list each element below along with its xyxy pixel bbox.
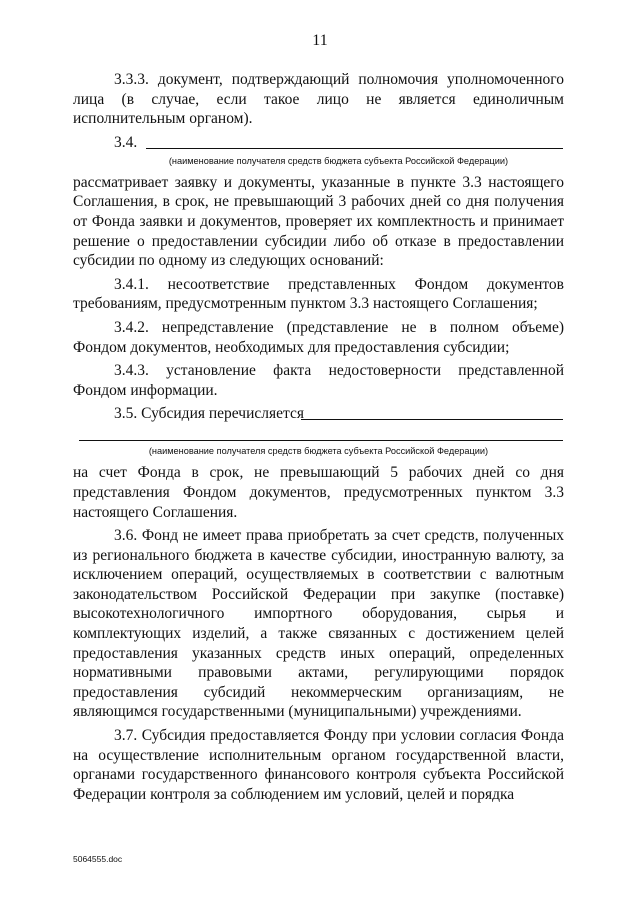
recipient-blank-rule-2b: [79, 440, 563, 441]
recipient-note-1: (наименование получателя средств бюджета субъекта Российской Федерации): [168, 155, 509, 166]
recipient-blank-rule-2a: [301, 419, 563, 420]
paragraph-3-3-3: 3.3.3. документ, подтверждающий полномочия уполномоченного лица (в случае, если такое лицо не является единоличным исполнительным органом).: [73, 71, 564, 128]
paragraph-3-5-blank-line: [73, 404, 564, 425]
paragraph-3-4-continuation: рассматривает заявку и документы, указанные в пункте 3.3 настоящего Соглашения, в срок, не превышающий 3 рабочих дней со дня получения от Фонда заявки и документов, проверяет их комплектность и принимает решение о предоставлении субсидии либо об отказе в предоставлении субсидии по одному из следующих оснований:: [73, 173, 564, 270]
document-body: [73, 70, 564, 804]
paragraph-3-5-label: 3.5. Субсидия перечисляется: [114, 405, 304, 423]
paragraph-3-7: 3.7. Субсидия предоставляется Фонду при условии согласия Фонда на осуществление исполнительным органом государственной власти, органами государственного финансового контроля субъекта Российской Федерации контроля за соблюдением им условий, целей и порядка: [73, 727, 564, 803]
recipient-blank-rule-1: [146, 148, 563, 149]
paragraph-3-5-second-blank-line: [73, 425, 564, 444]
paragraph-3-4-3: 3.4.3. установление факта недостоверности представленной Фондом информации.: [73, 362, 564, 399]
paragraph-3-4-label: 3.4.: [114, 133, 138, 151]
page-number: 11: [312, 32, 328, 49]
recipient-note-2: (наименование получателя средств бюджета субъекта Российской Федерации): [148, 446, 489, 457]
paragraph-3-4-2: 3.4.2. непредставление (представление не в полном объеме) Фондом документов, необходимых для предоставления субсидии;: [73, 318, 564, 356]
document-footer-filename: 5064555.doc: [73, 854, 123, 864]
paragraph-3-6: 3.6. Фонд не имеет права приобретать за счет средств, полученных из регионального бюджета в качестве субсидии, иностранную валюту, за исключением операций, осуществляемых в соответствии с валютным законодательством Российской Федерации при закупке (поставке) высокотехнологичного импортного оборудования, сырья и комплектующих изделий, а также связанных с достижением целей предоставления указанных средств иных операций, определенных нормативными правовыми актами, регулирующими порядок предоставления субсидий некоммерческим организациям, не являющимся государственными (муниципальными) учреждениями.: [73, 527, 564, 721]
paragraph-3-4-blank-line: [73, 133, 564, 154]
paragraph-3-5-continuation: на счет Фонда в срок, не превышающий 5 рабочих дней со дня представления Фондом документов, предусмотренных пунктом 3.3 настоящего Соглашения.: [73, 464, 564, 521]
paragraph-3-4-1: 3.4.1. несоответствие представленных Фондом документов требованиям, предусмотренным пунктом 3.3 настоящего Соглашения;: [73, 275, 564, 313]
